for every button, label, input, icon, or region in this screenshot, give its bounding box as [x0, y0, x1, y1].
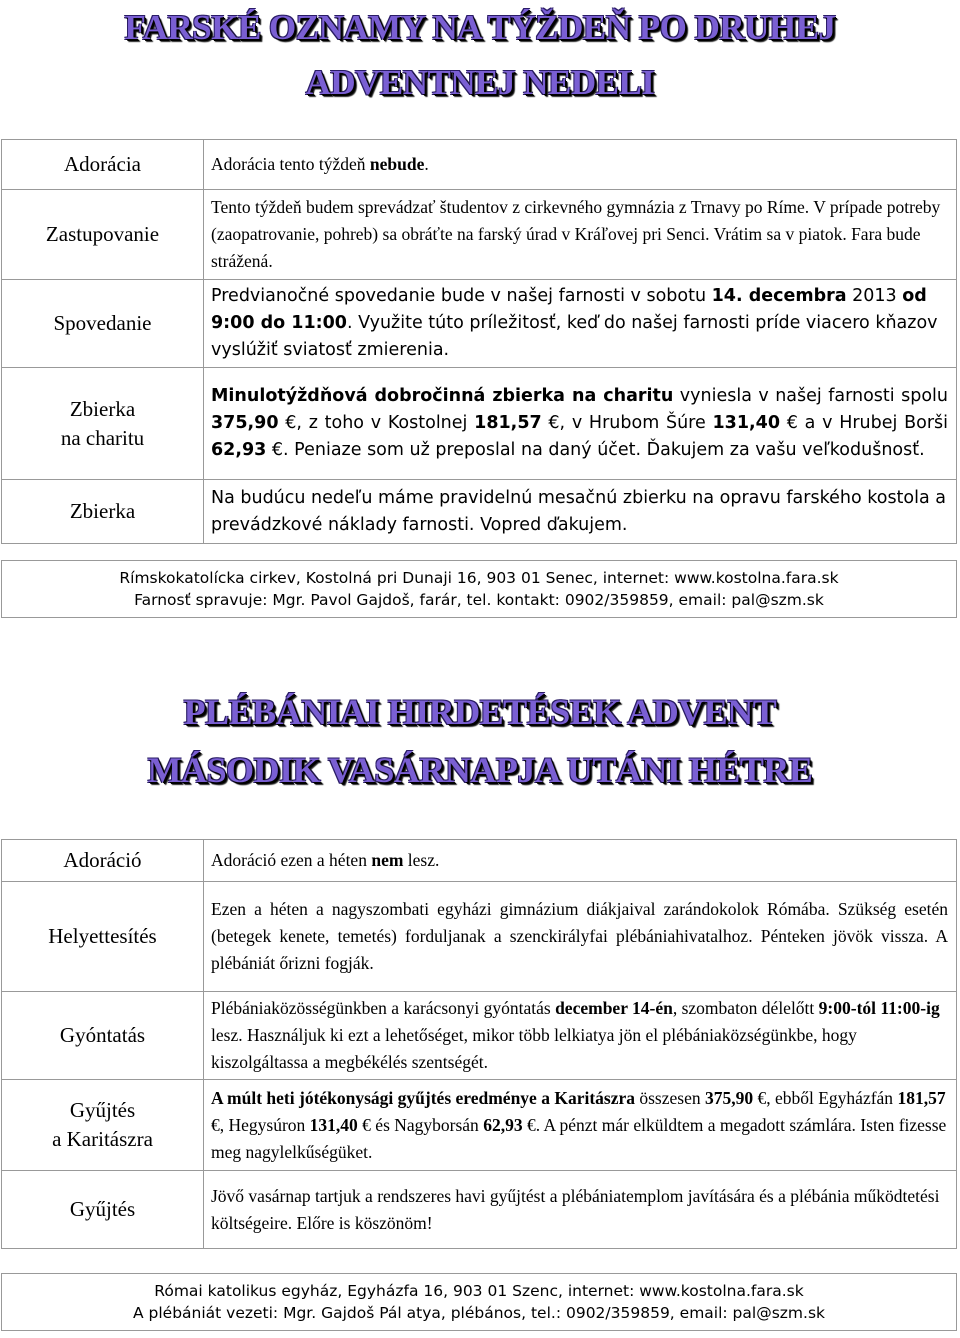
row-text: Plébániaközösségünkben a karácsonyi gyóntatás december 14-én, szombaton délelőtt 9:00-tól 11:00-ig lesz. Használjuk ki ezt a lehetőséget, mikor több lelkiatya jön el plébániaközségünkbe, hogy kiszolgáltassa a megbékélés szentségét. — [204, 992, 957, 1080]
row-label: Adoráció — [2, 840, 204, 882]
hu-title-line2: MÁSODIK VASÁRNAPJA UTÁNI HÉTRE — [147, 750, 813, 790]
table-row — [2, 190, 957, 280]
table-row — [2, 1171, 957, 1249]
row-label: Gyűjtés — [2, 1171, 204, 1249]
row-label: Gyűjtés a Karitászra — [2, 1080, 204, 1171]
table-row — [2, 1080, 957, 1171]
row-text: Jövő vasárnap tartjuk a rendszeres havi gyűjtést a plébániatemplom javítására és a plébánia működtetési költségeire. Előre is köszönöm! — [204, 1171, 957, 1249]
table-row — [2, 368, 957, 480]
sk-footer-line1: Rímskokatolícka cirkev, Kostolná pri Dunaji 16, 903 01 Senec, internet: www.kostolna.fara.sk — [119, 569, 839, 587]
row-text: A múlt heti jótékonysági gyűjtés eredménye a Karitászra összesen 375,90 €, ebből Egyházfán 181,57 €, Hegysúron 131,40 € és Nagyborsán 62,93 €. A pénzt már elküldtem a megadott számlára. Isten fizesse meg nagylelkűségüket. — [204, 1080, 957, 1171]
table-row — [2, 280, 957, 368]
table-row — [2, 140, 957, 190]
row-label: Spovedanie — [2, 280, 204, 368]
hu-footer-line1: Római katolikus egyház, Egyházfa 16, 903 01 Szenc, internet: www.kostolna.fara.sk — [154, 1282, 804, 1300]
sk-announcements-table — [1, 139, 957, 544]
table-row — [2, 480, 957, 544]
row-text: Adoráció ezen a héten nem lesz. — [204, 840, 957, 882]
row-text: Adorácia tento týždeň nebude. — [204, 140, 957, 190]
hu-footer — [1, 1273, 957, 1331]
sk-footer — [1, 560, 957, 618]
hu-announcements-table — [1, 839, 957, 1249]
table-row — [2, 840, 957, 882]
row-label: Zastupovanie — [2, 190, 204, 280]
row-label: Helyettesítés — [2, 882, 204, 992]
table-row — [2, 882, 957, 992]
row-text: Minulotýždňová dobročinná zbierka na charitu vyniesla v našej farnosti spolu 375,90 €, z toho v Kostolnej 181,57 €, v Hrubom Šúre 131,40 € a v Hrubej Borši 62,93 €. Peniaze som už preposlal na daný účet. Ďakujem za vašu veľkodušnosť. — [204, 368, 957, 480]
sk-title-line2: ADVENTNEJ NEDELI — [305, 63, 655, 102]
row-label: Zbierka na charitu — [2, 368, 204, 480]
row-text: Predvianočné spovedanie bude v našej farnosti v sobotu 14. decembra 2013 od 9:00 do 11:00. Využite túto príležitosť, keď do našej farnosti príde viacero kňazov vyslúžiť sviatosť zmierenia. — [204, 280, 957, 368]
row-label: Gyóntatás — [2, 992, 204, 1080]
table-row — [2, 992, 957, 1080]
hu-footer-line2: A plébániát vezeti: Mgr. Gajdoš Pál atya, plébános, tel.: 0902/359859, email: pal@szm.sk — [132, 1304, 825, 1322]
sk-footer-line2: Farnosť spravuje: Mgr. Pavol Gajdoš, farár, tel. kontakt: 0902/359859, email: pal@szm.sk — [134, 591, 824, 609]
hu-title-line1: PLÉBÁNIAI HIRDETÉSEK ADVENT — [183, 692, 777, 732]
row-label: Adorácia — [2, 140, 204, 190]
row-text: Ezen a héten a nagyszombati egyházi gimnázium diákjaival zarándokolok Rómába. Szükség esetén (betegek kenete, temetés) forduljanak a szenckirályfai plébániahivatalhoz. Pénteken jövök vissza. A plébániát őrizni fogják. — [204, 882, 957, 992]
row-text: Tento týždeň budem sprevádzať študentov z cirkevného gymnázia z Trnavy po Ríme. V prípade potreby (zaopatrovanie, pohreb) sa obráťte na farský úrad v Kráľovej pri Senci. Vrátim sa v piatok. Fara bude strážená. — [204, 190, 957, 280]
sk-title-line1: FARSKÉ OZNAMY NA TÝŽDEŇ PO DRUHEJ — [124, 8, 836, 47]
row-label: Zbierka — [2, 480, 204, 544]
row-text: Na budúcu nedeľu máme pravidelnú mesačnú zbierku na opravu farského kostola a prevádzkové náklady farnosti. Vopred ďakujem. — [204, 480, 957, 544]
